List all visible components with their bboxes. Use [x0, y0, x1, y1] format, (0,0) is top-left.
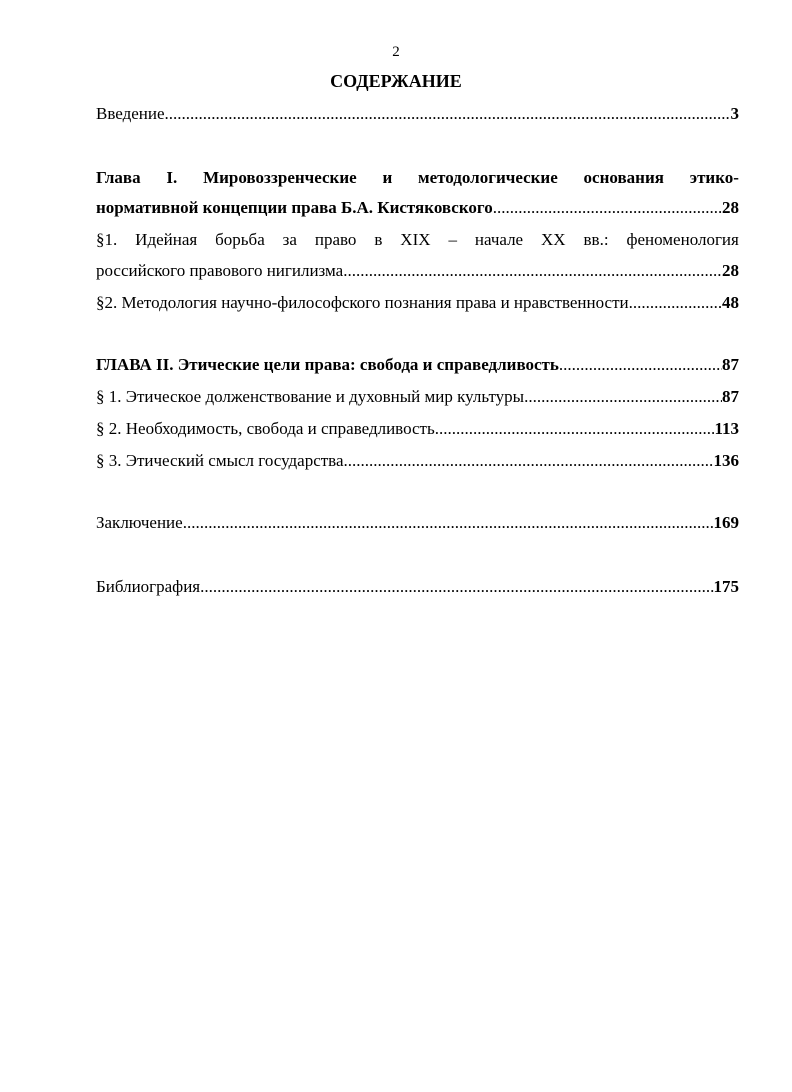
toc-entry-ch2-s1	[96, 386, 739, 408]
toc-label: Заключение	[96, 513, 183, 532]
toc-chapter1-heading-line1	[96, 167, 739, 189]
toc-page: 48	[722, 293, 739, 312]
toc-label: § 2. Необходимость, свобода и справедливость	[96, 419, 435, 438]
toc-entry-conclusion	[96, 512, 739, 534]
word: Мировоззренческие	[203, 168, 357, 187]
word: вв.:	[583, 230, 609, 249]
leader-dots	[629, 292, 722, 314]
word: феноменология	[626, 230, 739, 249]
leader-dots	[344, 450, 714, 472]
word: XX	[541, 230, 566, 249]
page-title: СОДЕРЖАНИЕ	[330, 71, 462, 91]
leader-dots	[559, 354, 722, 376]
word: основания	[583, 168, 664, 187]
leader-dots	[183, 512, 714, 534]
toc-page: 136	[713, 451, 739, 470]
word: методологические	[418, 168, 558, 187]
toc-entry-ch1-s1	[96, 260, 739, 282]
word: §1.	[96, 230, 118, 249]
toc-entry-bibliography	[96, 576, 739, 598]
word: –	[448, 230, 457, 249]
toc-page: 113	[714, 419, 739, 438]
leader-dots	[200, 576, 713, 598]
word: за	[282, 230, 297, 249]
word: этико-	[689, 168, 739, 187]
word: I.	[166, 168, 178, 187]
toc-page: 87	[722, 355, 739, 374]
toc-page: 87	[722, 387, 739, 406]
toc-label: §2. Методология научно-философского познания права и нравственности	[96, 293, 629, 312]
word: право	[314, 230, 357, 249]
toc-entry-chapter2	[96, 354, 739, 376]
toc-label: нормативной концепции права Б.А. Кистяковского	[96, 198, 493, 217]
toc-ch1-s1-line1	[96, 229, 739, 251]
leader-dots	[435, 418, 715, 440]
word: борьба	[215, 230, 265, 249]
leader-dots	[524, 386, 722, 408]
word: Идейная	[135, 230, 198, 249]
toc-page: 28	[722, 261, 739, 280]
toc-label: § 3. Этический смысл государства	[96, 451, 344, 470]
toc-label: Введение	[96, 104, 165, 123]
toc-label: § 1. Этическое долженствование и духовный мир культуры	[96, 387, 525, 406]
leader-dots	[165, 103, 731, 125]
toc-entry-intro	[96, 103, 739, 125]
word: Глава	[96, 168, 141, 187]
toc-label: Библиография	[96, 577, 201, 596]
leader-dots	[493, 197, 722, 219]
word: в	[374, 230, 383, 249]
word: XIX	[400, 230, 431, 249]
leader-dots	[343, 260, 722, 282]
toc-page: 175	[713, 577, 739, 596]
word: начале	[474, 230, 524, 249]
toc-entry-ch2-s2	[96, 418, 739, 440]
toc-entry-ch1-s2	[96, 292, 739, 314]
toc-label: российского правового нигилизма	[96, 261, 344, 280]
toc-page: 3	[730, 104, 739, 123]
toc-label: ГЛАВА II. Этические цели права: свобода и справедливость	[96, 355, 559, 374]
toc-page: 28	[722, 198, 739, 217]
word: и	[382, 168, 393, 187]
toc-page: 169	[713, 513, 739, 532]
toc-entry-chapter1	[96, 197, 739, 219]
toc-entry-ch2-s3	[96, 450, 739, 472]
page-number: 2	[392, 44, 400, 60]
